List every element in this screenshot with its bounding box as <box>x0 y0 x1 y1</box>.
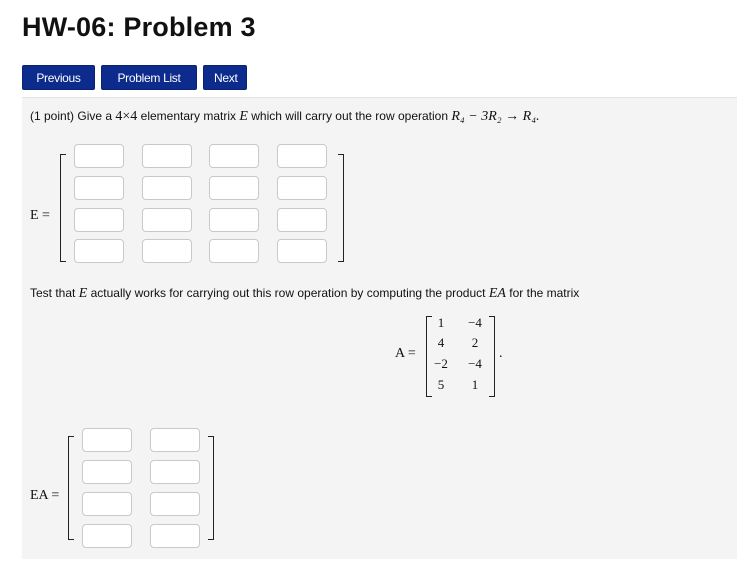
e-cell-3-1[interactable] <box>74 208 124 232</box>
e-cell-1-2[interactable] <box>142 144 192 168</box>
a-value-4-1: 5 <box>437 377 445 392</box>
e-cell-2-3[interactable] <box>209 176 259 200</box>
prompt-rest: which will carry out the row operation <box>251 109 449 123</box>
matrix-ea-right-bracket <box>208 436 214 540</box>
e-cell-1-4[interactable] <box>277 144 327 168</box>
e-cell-4-3[interactable] <box>209 239 259 263</box>
ea-cell-2-1[interactable] <box>82 460 132 484</box>
problem-panel <box>22 97 737 559</box>
a-value-4-2: 1 <box>471 377 479 392</box>
e-cell-3-2[interactable] <box>142 208 192 232</box>
test-var-ea: EA <box>488 286 506 301</box>
test-var-e: E <box>78 286 88 301</box>
e-cell-2-4[interactable] <box>277 176 327 200</box>
ea-cell-4-1[interactable] <box>82 524 132 548</box>
e-cell-4-1[interactable] <box>74 239 124 263</box>
ea-cell-1-1[interactable] <box>82 428 132 452</box>
ea-cell-1-2[interactable] <box>150 428 200 452</box>
test-instruction <box>30 286 579 302</box>
matrix-e-label: E = <box>30 208 50 223</box>
prompt-row-op: R₄ − 3R₂ → R₄. <box>451 109 540 124</box>
e-cell-3-4[interactable] <box>277 208 327 232</box>
e-cell-2-1[interactable] <box>74 176 124 200</box>
a-value-1-1: 1 <box>437 315 445 330</box>
prompt-size-a: 4 <box>115 109 123 124</box>
matrix-a-right-bracket <box>489 316 495 397</box>
next-button[interactable]: Next <box>203 65 247 90</box>
e-cell-4-2[interactable] <box>142 239 192 263</box>
e-cell-3-3[interactable] <box>209 208 259 232</box>
test-a: Test that <box>30 286 76 300</box>
a-value-2-2: 2 <box>471 335 479 350</box>
matrix-a-label: A = <box>395 346 416 361</box>
e-cell-2-2[interactable] <box>142 176 192 200</box>
problem-prompt <box>30 109 540 125</box>
ea-cell-4-2[interactable] <box>150 524 200 548</box>
prompt-times: × <box>122 109 131 124</box>
matrix-e-right-bracket <box>338 154 344 262</box>
matrix-e-left-bracket <box>60 154 66 262</box>
problem-list-button[interactable]: Problem List <box>101 65 197 90</box>
prompt-mid: elementary matrix <box>140 109 237 123</box>
page-title: HW-06: Problem 3 <box>22 12 256 42</box>
prompt-size-b: 4 <box>130 109 138 124</box>
e-cell-1-1[interactable] <box>74 144 124 168</box>
ea-cell-2-2[interactable] <box>150 460 200 484</box>
test-c: for the matrix <box>509 286 580 300</box>
matrix-a-period: . <box>499 346 503 361</box>
e-cell-1-3[interactable] <box>209 144 259 168</box>
a-value-1-2: −4 <box>468 315 482 330</box>
previous-button[interactable]: Previous <box>22 65 95 90</box>
test-b: actually works for carrying out this row operation by computing the product <box>90 286 486 300</box>
a-value-3-1: −2 <box>434 356 448 371</box>
matrix-ea-left-bracket <box>68 436 74 540</box>
matrix-ea-label: EA = <box>30 488 60 503</box>
ea-cell-3-2[interactable] <box>150 492 200 516</box>
prompt-points: (1 point) Give a <box>30 109 113 123</box>
e-cell-4-4[interactable] <box>277 239 327 263</box>
nav-bar <box>22 65 247 90</box>
prompt-var-e: E <box>239 109 248 124</box>
ea-cell-3-1[interactable] <box>82 492 132 516</box>
a-value-2-1: 4 <box>437 335 445 350</box>
a-value-3-2: −4 <box>468 356 482 371</box>
